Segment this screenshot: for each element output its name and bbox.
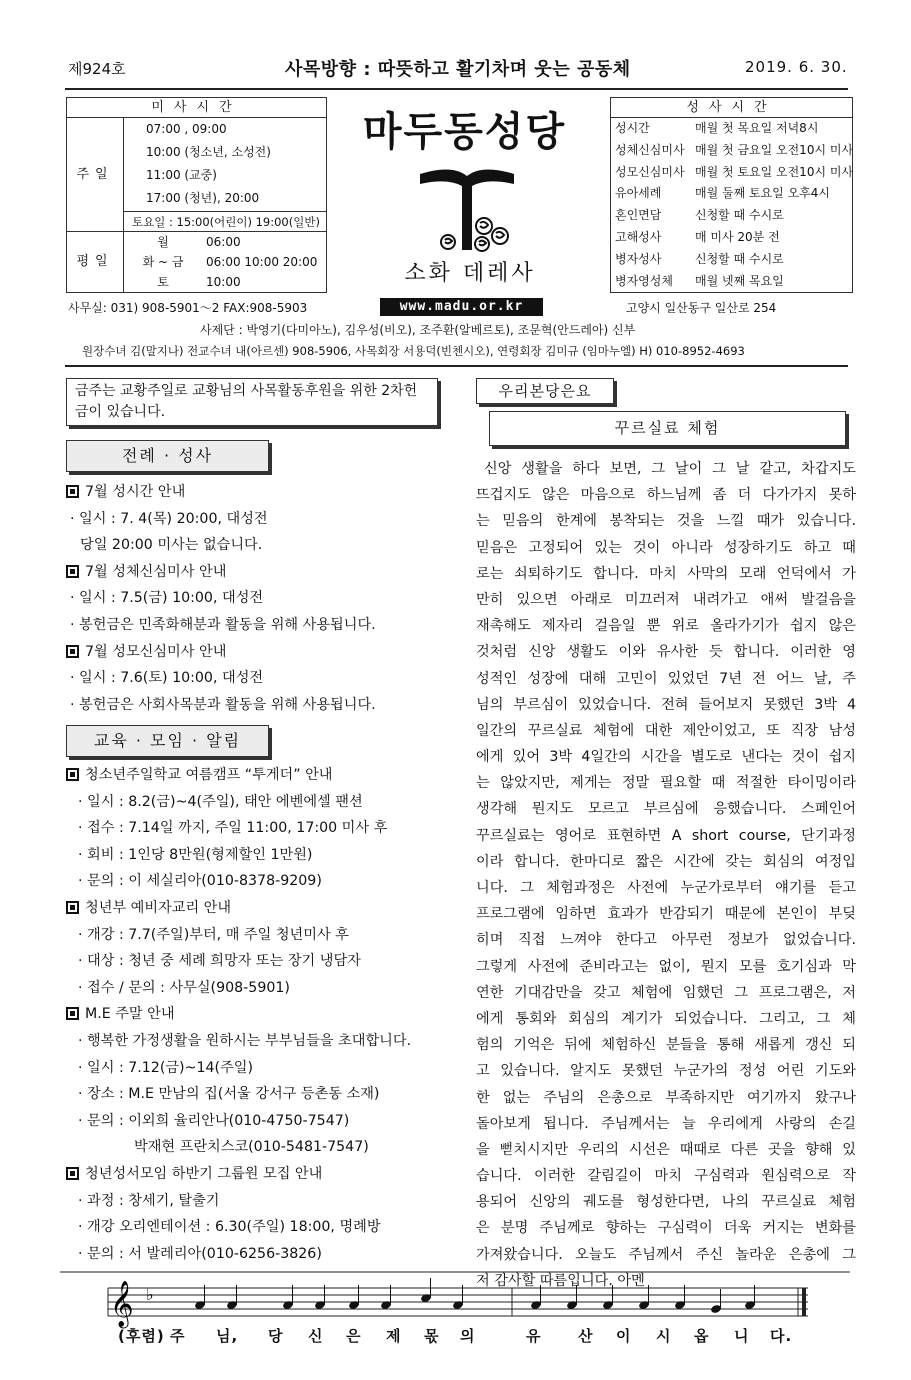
sacrament-time: 매월 첫 목요일 저녁8시: [695, 121, 819, 135]
essay-title: 꾸르실료 체험: [489, 411, 846, 446]
section-heading-our-parish: 우리본당은요: [476, 378, 614, 404]
essay-line: 을 뻗치시지만 우리의 시선은 때때로 다른 곳을 향해 있: [476, 1141, 856, 1158]
refrain-label: (후렴): [118, 1327, 165, 1345]
notice-line: [66, 665, 451, 692]
section-heading-education: 교육 · 모임 · 알림: [66, 725, 269, 757]
education-list: [66, 762, 451, 1267]
line-text: · 접수 : 7.14일 까지, 주일 11:00, 17:00 미사 후: [78, 820, 388, 837]
notice-heading: [66, 762, 451, 789]
notice-line: [66, 1214, 451, 1241]
sunday-label: 주일: [67, 118, 124, 232]
line-text: 7월 성시간 안내: [85, 484, 186, 500]
sacrament-time: 매월 둘째 토요일 오후4시: [695, 186, 830, 201]
essay-line: 뜨겁지도 않은 마음으로 하느님께 좀 더 다가가지 못하: [476, 487, 856, 504]
office-contact: 사무실: 031) 908-5901～2 FAX:908-5903: [68, 301, 308, 315]
weekday-row: [124, 272, 327, 292]
line-text: M.E 주말 안내: [85, 1006, 175, 1023]
weekday-day: 월: [157, 235, 169, 249]
weekly-notice: 금주는 교황주일로 교황님의 사목활동후원을 위한 2차헌금이 있습니다.: [66, 378, 438, 426]
sacrament-name: 성시간: [615, 121, 650, 135]
section-heading-liturgy: 전례 · 성사: [66, 440, 269, 472]
flat-icon: ♭: [146, 1285, 154, 1304]
essay-line: 가져왔습니다. 오늘도 주님께서 주신 놀라운 은총에 그: [476, 1246, 856, 1263]
sacrament-name: 병자영성체: [615, 273, 673, 288]
line-text: 청소년주일학교 여름캠프 “투게더” 안내: [85, 767, 333, 783]
sacrament-times-box: [610, 97, 853, 293]
church-name: 마두동성당: [362, 109, 567, 155]
essay-line: 저 감사할 따름입니다. 아멘: [476, 1272, 645, 1289]
line-text: 7월 성모신심미사 안내: [85, 643, 227, 660]
mass-times-box: [66, 97, 327, 293]
pastoral-motto: 사목방향 : 따뜻하고 활기차며 웃는 공동체: [285, 59, 631, 80]
notice-line: [66, 1108, 451, 1135]
lyric-syllable: 유: [526, 1327, 542, 1345]
notice-line: [66, 842, 451, 869]
line-text: · 과정 : 창세기, 탈출기: [78, 1192, 220, 1209]
notice-heading: [66, 1001, 451, 1028]
mass-times-title: 미사시간: [67, 98, 326, 118]
line-text: · 문의 : 이외희 율리안나(010-4750-7547): [78, 1112, 350, 1129]
notice-line: [66, 692, 451, 719]
essay-line: 용되어 신앙의 궤도를 형성한다면, 나의 꾸르실료 체험: [476, 1194, 856, 1211]
essay-line: 험의 기억은 뒤에 체험하신 분들을 통해 새롭게 갱신 되: [476, 1037, 856, 1054]
notice-line: [66, 612, 451, 639]
notice-heading: [66, 639, 451, 666]
notice-line: [66, 789, 451, 816]
essay-line: 성적인 성장에 대해 고민이 있었던 7년 전 어느 날, 주: [476, 670, 856, 687]
treble-clef-icon: 𝄞: [110, 1281, 134, 1327]
weekday-time: 06:00 10:00 20:00: [206, 255, 318, 269]
line-text: 7월 성체신심미사 안내: [85, 563, 227, 580]
square-bullet-icon: [66, 1007, 79, 1020]
line-text: · 일시 : 7. 4(목) 20:00, 대성전: [70, 510, 268, 527]
sacrament-name: 유아세례: [615, 186, 662, 201]
sacrament-list: [611, 118, 852, 292]
line-text: · 접수 / 문의 : 사무실(908-5901): [78, 979, 290, 996]
liturgy-list: [66, 479, 451, 718]
notice-line: [66, 815, 451, 842]
lyric-syllable: 이: [616, 1327, 632, 1345]
essay-line: 이라 합니다. 한마디로 짧은 시간에 갖는 회심의 여정입: [476, 853, 856, 870]
saturday-mass: 토요일 : 15:00(어린이) 19:00(일반): [124, 211, 327, 232]
issue-number: 제924호: [68, 60, 126, 78]
weekday-row: [124, 232, 327, 252]
staff-list: 원장수녀 김(말지나) 전교수녀 내(아르센) 908-5906, 사목회장 서용덕(빈첸시오), 연령회장 김미규 (임마누엘) H) 010-8952-4693: [82, 344, 745, 358]
sacrament-name: 성체신심미사: [615, 142, 685, 157]
notice-line: [66, 1134, 451, 1161]
sacrament-name: 성모신심미사: [615, 164, 685, 179]
sacrament-row: [611, 183, 852, 205]
line-text: 청년부 예비자교리 안내: [85, 899, 232, 916]
church-address: 고양시 일산동구 일산로 254: [626, 301, 777, 315]
notice-line: [66, 585, 451, 612]
lyric-syllable: 주: [170, 1327, 186, 1345]
lyric-syllable: 시: [656, 1327, 672, 1345]
lyric-syllable: 신: [308, 1327, 324, 1345]
line-text: · 일시 : 7.6(토) 10:00, 대성전: [70, 670, 264, 687]
essay-line: 에게 있어 3박 4일간의 시간을 별도로 낸다는 것이 쉽지: [476, 749, 856, 766]
essay-line: 습니다. 이러한 갈림길이 마치 구심력과 원심력으로 작: [476, 1168, 856, 1185]
sacrament-row: [611, 140, 852, 162]
sacrament-row: [611, 271, 852, 293]
essay-line: 한 없는 주님의 은총으로 부족하지만 여기까지 왔구나: [476, 1089, 856, 1106]
weekday-time: 10:00: [206, 275, 241, 289]
lyric-syllable: 니: [734, 1327, 750, 1345]
lyric-syllable: 제: [386, 1327, 402, 1345]
lyric-syllable: 다.: [770, 1327, 793, 1345]
line-text: · 문의 : 서 발레리아(010-6256-3826): [78, 1245, 322, 1262]
essay-line: 돌아보게 됩니다. 주님께서는 늘 우리에게 사랑의 손길: [476, 1115, 856, 1132]
sacrament-time: 신청할 때 수시로: [695, 208, 784, 223]
line-text: · 행복한 가정생활을 원하시는 부부님들을 초대합니다.: [78, 1032, 412, 1049]
website-link[interactable]: www.madu.or.kr: [380, 298, 543, 316]
notice-line: [66, 506, 451, 533]
line-text: · 봉헌금은 민족화해분과 활동을 위해 사용됩니다.: [70, 616, 376, 633]
sacrament-time: 매월 첫 금요일 오전10시 미사: [695, 142, 854, 157]
line-text: · 개강 오리엔테이션 : 6.30(주일) 18:00, 명례방: [78, 1219, 381, 1236]
essay-line: 님의 부르심이 있었습니다. 전혀 들어보지 못했던 3박 4: [476, 696, 856, 713]
line-text: · 대상 : 청년 중 세례 희망자 또는 장기 냉담자: [78, 953, 361, 970]
notice-heading: [66, 895, 451, 922]
weekday-mass-list: [124, 232, 327, 292]
sacrament-time: 매월 넷째 목요일: [695, 273, 784, 288]
weekday-label: 평일: [67, 232, 124, 292]
lyric-syllable: 의: [460, 1327, 476, 1345]
square-bullet-icon: [66, 768, 79, 781]
notice-line: [66, 1055, 451, 1082]
lyric-syllable: 당: [268, 1327, 284, 1345]
essay-line: 연한 기대감만을 갖고 체험에 임했던 그 프로그램은, 저: [476, 984, 856, 1001]
notice-line: [66, 1028, 451, 1055]
sacrament-name: 혼인면담: [615, 208, 662, 223]
sacrament-row: [611, 227, 852, 249]
square-bullet-icon: [66, 1167, 79, 1180]
square-bullet-icon: [66, 485, 79, 498]
sunday-mass-line: 17:00 (청년), 20:00: [146, 191, 260, 205]
cross-icon: [412, 160, 522, 260]
notice-heading: [66, 559, 451, 586]
square-bullet-icon: [66, 565, 79, 578]
sacrament-time: 신청할 때 수시로: [695, 251, 784, 266]
essay-line: 생각해 뭔지도 모르고 부르심에 응했습니다. 스페인어: [476, 801, 856, 818]
essay-line: 로는 쇠퇴하기도 합니다. 마치 사막의 모래 언덕에서 가: [476, 565, 856, 582]
line-text: 청년성서모임 하반기 그룹원 모집 안내: [85, 1165, 323, 1182]
essay-line: 꾸르실료는 영어로 표현하면 A short course, 단기과정: [476, 827, 856, 844]
line-text: · 봉헌금은 사회사목분과 활동을 위해 사용됩니다.: [70, 696, 376, 713]
essay-line: 은 분명 주님께로 향하는 구심력이 더욱 커지는 변화를: [476, 1220, 856, 1237]
essay-line: 고 있습니다. 알지도 못했던 누군가의 정성 어린 기도와: [476, 1063, 856, 1080]
notice-line: [66, 1188, 451, 1215]
weekday-day: 토: [157, 275, 169, 289]
weekday-day: 화 ~ 금: [142, 255, 184, 269]
notice-heading: [66, 1161, 451, 1188]
line-text: · 회비 : 1인당 8만원(형제할인 1만원): [78, 846, 313, 863]
essay-line: 만히 있으면 아래로 미끄러져 내려가고 애써 발걸음을: [476, 591, 856, 608]
line-text: · 일시 : 8.2(금)~4(주일), 태안 에벤에셀 팬션: [78, 793, 363, 810]
sunday-mass-line: 11:00 (교중): [146, 168, 217, 182]
lyric-syllable: 산: [578, 1327, 594, 1345]
line-text: · 일시 : 7.5(금) 10:00, 대성전: [70, 590, 264, 607]
notice-heading: [66, 479, 451, 506]
notice-line: [66, 975, 451, 1002]
essay-line: 는 않았지만, 제게는 정말 필요할 때 적절한 타이밍이라: [476, 775, 856, 792]
sacrament-time: 매 미사 20분 전: [695, 229, 780, 244]
sunday-mass-list: [124, 118, 327, 210]
sacrament-row: [611, 205, 852, 227]
line-text: 당일 20:00 미사는 없습니다.: [80, 537, 263, 554]
sacrament-row: [611, 162, 852, 184]
issue-date: 2019. 6. 30.: [745, 58, 848, 76]
sacrament-time: 매월 첫 토요일 오전10시 미사: [695, 164, 854, 179]
sacrament-times-title: 성사시간: [611, 98, 852, 118]
staff-notation: [60, 1270, 860, 1330]
essay-line: 믿음은 고정되어 있는 것이 아니라 성장하기도 하고 때: [476, 539, 856, 556]
line-text: 박재현 프란치스코(010-5481-7547): [134, 1139, 369, 1156]
essay-line: 는 믿음의 한계에 봉착되는 것을 느낄 때가 있습니다.: [476, 513, 856, 530]
line-text: · 일시 : 7.12(금)~14(주일): [78, 1059, 254, 1076]
clergy-list: 사제단 : 박영기(다미아노), 김우성(비오), 조주환(알베르토), 조문혁(안드레아) 신부: [200, 323, 636, 337]
music-staff: [60, 1270, 860, 1360]
square-bullet-icon: [66, 901, 79, 914]
sunday-mass-line: 10:00 (청소년, 소성전): [146, 145, 271, 159]
essay-line: 것처럼 신앙 생활도 이와 유사한 듯 합니다. 이러한 영: [476, 644, 856, 661]
essay-line: 재촉해도 제자리 걸음일 뿐 위로 올라가기가 쉽지 않은: [476, 618, 856, 635]
sacrament-row: [611, 249, 852, 271]
notice-line: [66, 868, 451, 895]
line-text: · 개강 : 7.7(주일)부터, 매 주일 청년미사 후: [78, 926, 349, 943]
essay-line: 프로그램에 임하면 효과가 반감되기 때문에 본인이 부딪: [476, 906, 856, 923]
patron-saint: 소화 데레사: [404, 261, 536, 286]
sacrament-name: 병자성사: [615, 251, 662, 266]
notice-line: [66, 1081, 451, 1108]
header-rule: [65, 365, 848, 367]
square-bullet-icon: [66, 645, 79, 658]
notice-line: [66, 948, 451, 975]
essay-line: 그렇게 사전에 준비라고는 없이, 뭔지 모를 호기심과 막: [476, 958, 856, 975]
sunday-mass-line: 07:00 , 09:00: [146, 122, 227, 136]
line-text: · 문의 : 이 세실리아(010-8378-9209): [78, 873, 322, 890]
notice-line: [66, 922, 451, 949]
essay-body: [476, 456, 856, 1294]
top-rule: [65, 88, 848, 90]
lyric-syllable: 님,: [216, 1327, 239, 1345]
notice-line: [66, 1241, 451, 1268]
essay-line: 일간의 꾸르실료 체험에 대한 제안이었고, 또 직장 남성: [476, 722, 856, 739]
weekday-row: [124, 252, 327, 272]
lyric-syllable: 옵: [694, 1327, 710, 1345]
essay-line: 에게 통회와 회심의 계기가 되었습니다. 그리고, 그 체: [476, 1010, 856, 1027]
lyric-syllable: 은: [346, 1327, 362, 1345]
weekday-time: 06:00: [206, 235, 241, 249]
cross-rose-logo: [412, 160, 522, 260]
lyric-syllable: 몫: [424, 1327, 440, 1345]
sacrament-name: 고해성사: [615, 229, 662, 244]
sacrament-row: [611, 118, 852, 140]
essay-line: 니다. 그 체험과정은 사전에 누군가로부터 얘기를 듣고: [476, 880, 856, 896]
essay-line: 히며 직접 느껴야 한다고 아무런 정보가 없었습니다.: [476, 932, 856, 949]
line-text: · 장소 : M.E 만남의 집(서울 강서구 등촌동 소재): [78, 1086, 380, 1103]
essay-line: 신앙 생활을 하다 보면, 그 날이 그 날 같고, 차갑지도: [484, 461, 856, 477]
notice-line: [66, 532, 451, 559]
